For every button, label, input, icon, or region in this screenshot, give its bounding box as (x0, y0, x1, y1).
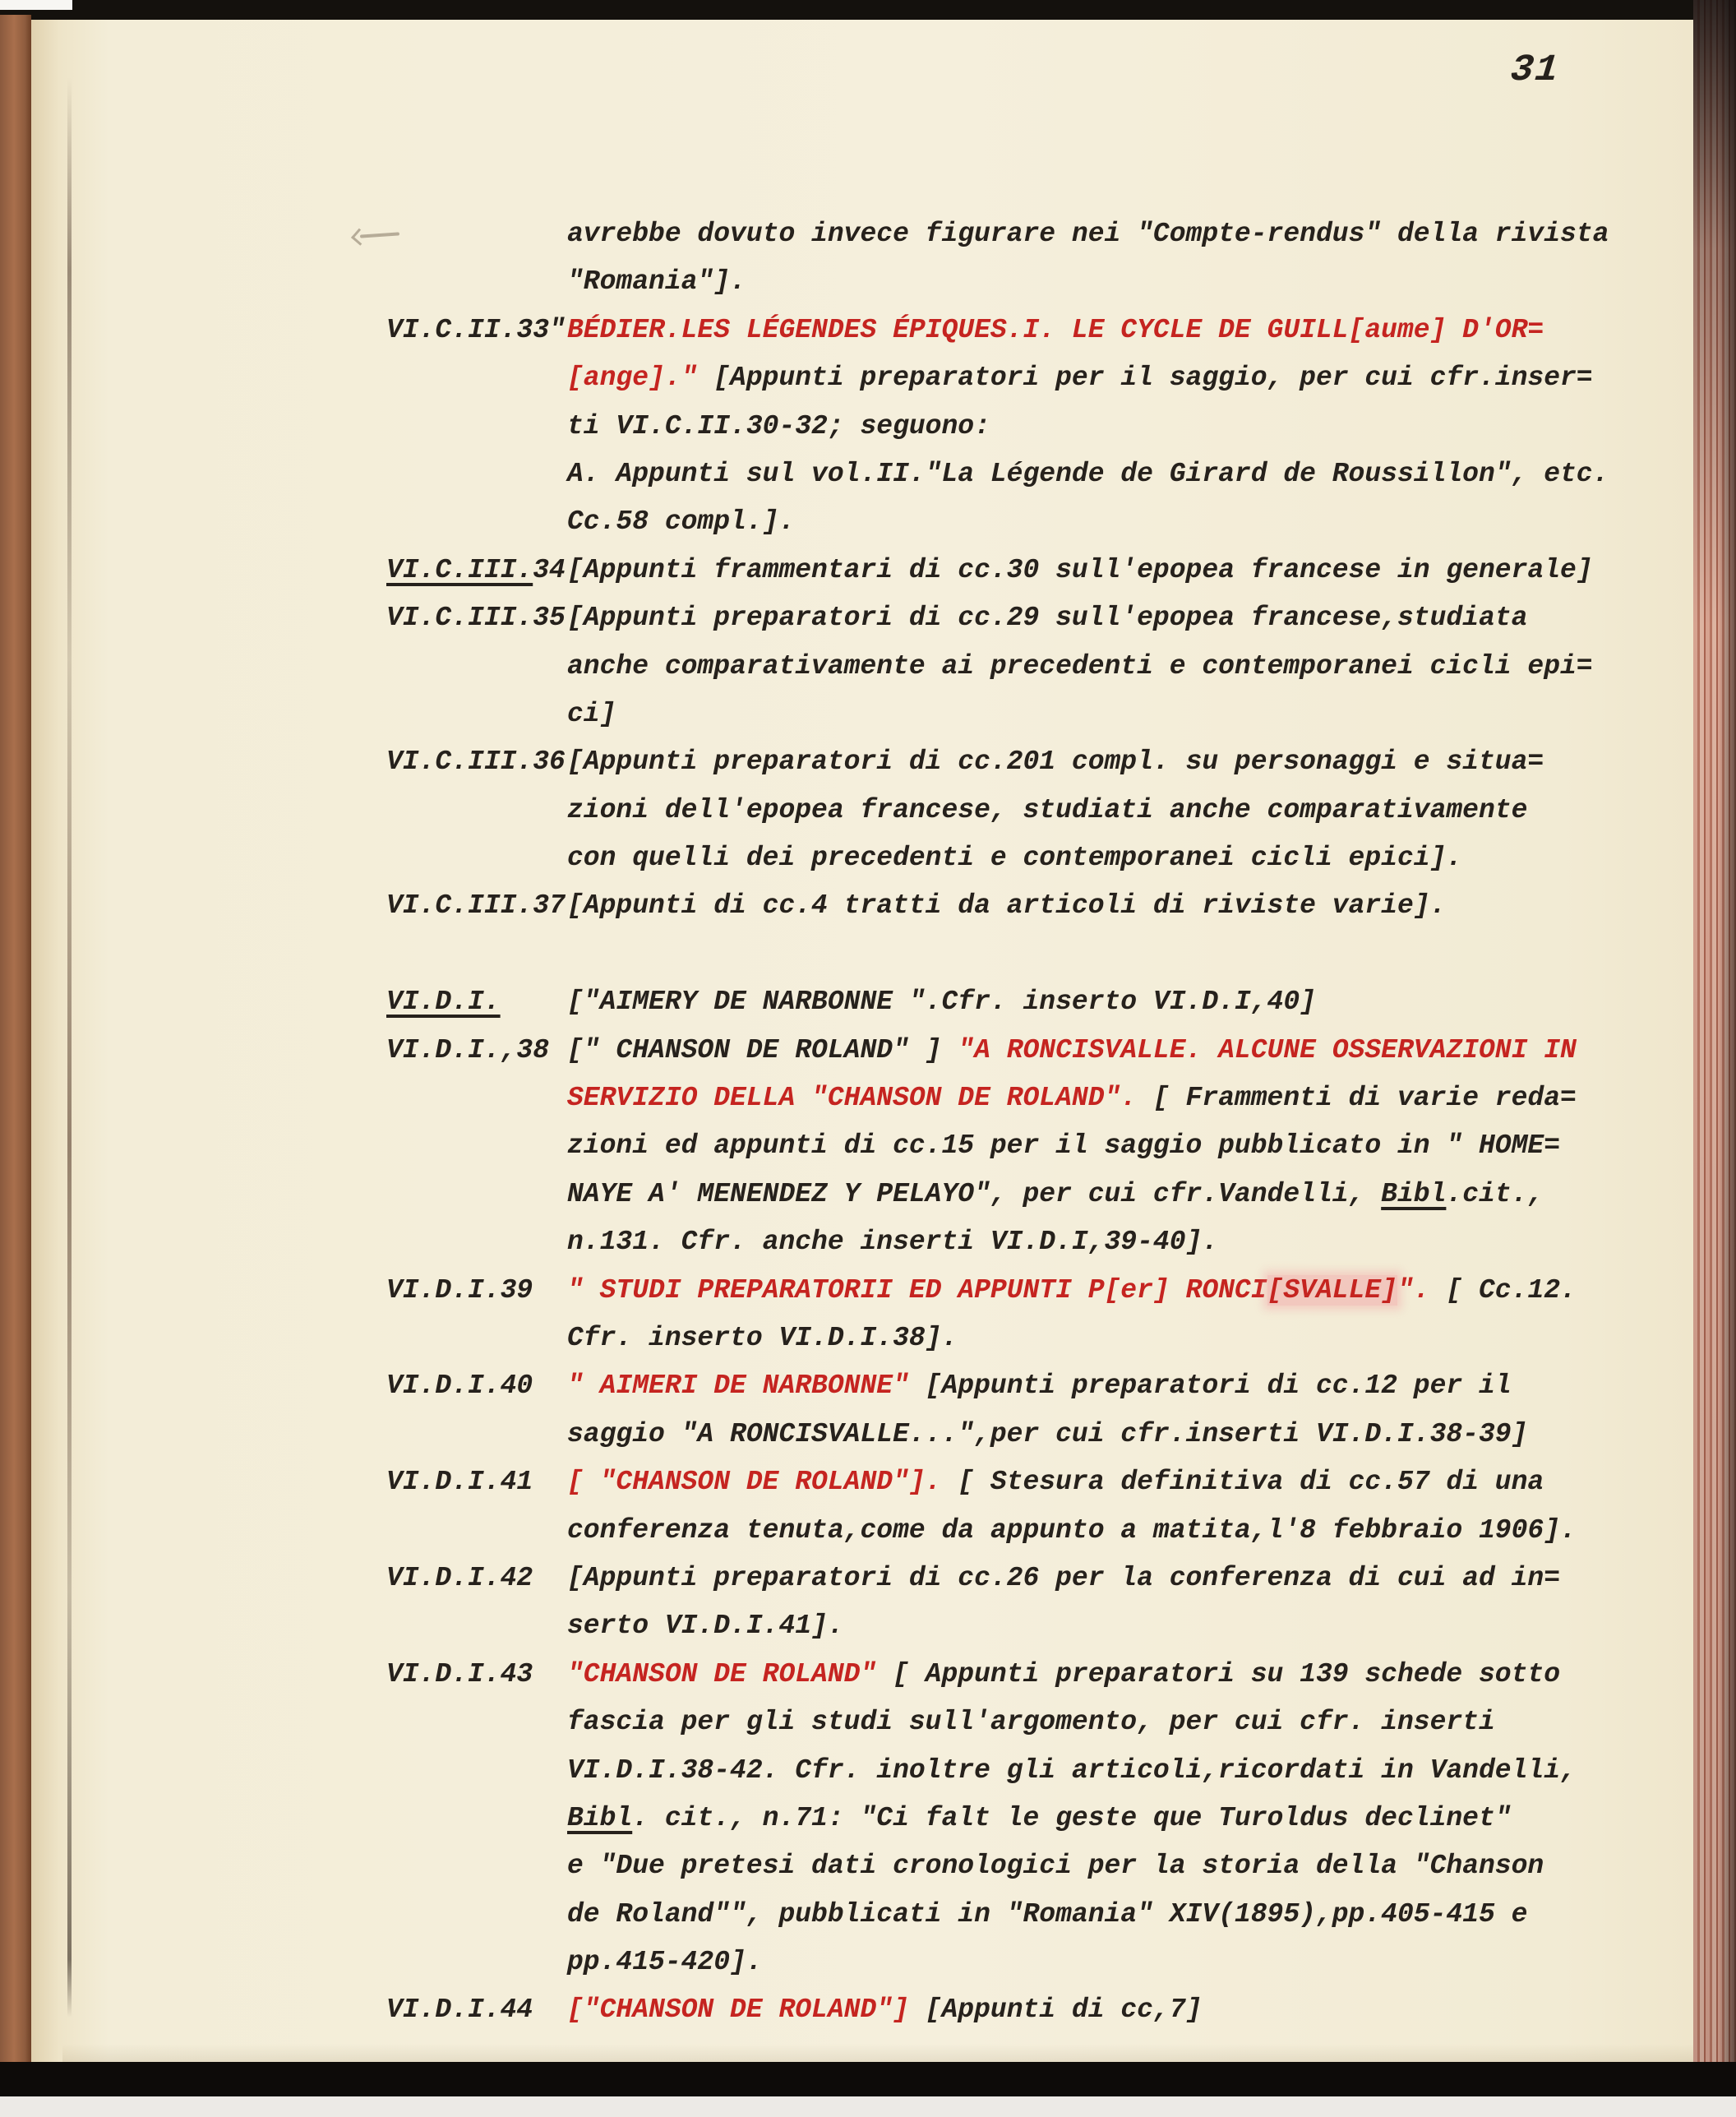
typed-segment: ti VI.C.II.30-32; seguono: (567, 410, 990, 441)
typed-segment: [ Stesura definitiva di cc.57 di una (941, 1467, 1544, 1498)
entry-description (567, 1803, 1512, 1833)
entry-shelfmark (386, 890, 566, 921)
catalog-line (31, 260, 1693, 307)
scan-top-border (0, 0, 1736, 20)
typed-red-segment: [SVALLE] (1267, 1274, 1397, 1306)
entry-description (567, 1083, 1577, 1113)
entry-shelfmark (386, 1275, 533, 1306)
catalog-line (31, 1796, 1693, 1844)
page-stack-shade (1693, 0, 1736, 2080)
typed-segment: . cit., n.71: "Ci falt le geste que Turoldus declinet" (632, 1802, 1512, 1833)
page-number: 31 (1508, 49, 1562, 91)
typed-segment: "Romania"]. (567, 266, 746, 298)
typed-segment: [Appunti preparatori per il saggio, per cui cfr.inser= (697, 363, 1593, 394)
typed-segment: ["AIMERY DE NARBONNE ".Cfr. inserto VI.D.I,40] (567, 987, 1316, 1018)
typed-segment: VI.D.I.44 (386, 1995, 533, 2026)
typed-red-segment: "CHANSON DE ROLAND" (567, 1658, 877, 1689)
entry-description (567, 603, 1527, 633)
typed-red-segment: [ "CHANSON DE ROLAND"]. (567, 1467, 942, 1498)
entry-shelfmark (386, 1035, 549, 1065)
catalog-line (31, 980, 1693, 1028)
entry-description (567, 1179, 1544, 1209)
typed-segment: .cit., (1446, 1178, 1544, 1209)
catalog-line (31, 1172, 1693, 1220)
catalog-line (31, 884, 1693, 931)
typed-segment: VI.C.III. (386, 554, 533, 585)
typed-segment: pp.415-420]. (567, 1947, 763, 1978)
entry-shelfmark (386, 1659, 533, 1689)
catalog-line (31, 1124, 1693, 1172)
catalog-line (31, 836, 1693, 884)
scan-top-corner (0, 0, 72, 10)
typed-segment: VI.C.III.35 (386, 603, 566, 634)
typed-segment: e "Due pretesi dati cronologici per la storia della "Chanson (567, 1851, 1544, 1882)
typed-segment: [Appunti preparatori di cc.12 per il (908, 1371, 1512, 1402)
catalog-line (31, 1604, 1693, 1652)
catalog-line (31, 452, 1693, 500)
entry-shelfmark (386, 315, 566, 345)
typed-red-segment: SERVIZIO DELLA "CHANSON DE ROLAND". (567, 1083, 1138, 1114)
typed-segment: VI.D.I. (386, 987, 501, 1018)
catalog-line (31, 500, 1693, 548)
catalog-line (31, 1412, 1693, 1460)
typed-segment: VI.D.I.39 (386, 1274, 533, 1306)
catalog-line (31, 1220, 1693, 1268)
typed-segment: 34 (533, 554, 566, 585)
entry-description (567, 699, 616, 729)
entry-description (567, 1323, 958, 1353)
catalog-line (31, 1076, 1693, 1124)
entry-description (567, 987, 1316, 1017)
entry-description (567, 795, 1527, 825)
typed-segment: VI.D.I.41 (386, 1467, 533, 1498)
typed-red-segment: "A RONCISVALLE. ALCUNE OSSERVAZIONI IN (958, 1034, 1577, 1065)
entry-description (567, 1563, 1560, 1593)
scan-table-surface (0, 2096, 1736, 2117)
typed-segment: VI.D.I.40 (386, 1371, 533, 1402)
typed-segment: [Appunti di cc.4 tratti da articoli di riviste varie]. (567, 890, 1447, 922)
typed-segment: [Appunti preparatori di cc.201 compl. su personaggi e situa= (567, 746, 1544, 778)
typed-segment: [" CHANSON DE ROLAND" ] (567, 1034, 958, 1065)
typed-segment: VI.C.III.37 (386, 890, 566, 922)
catalog-line (31, 1749, 1693, 1796)
typed-segment: ci] (567, 698, 616, 729)
entry-shelfmark (386, 987, 501, 1017)
entry-description (567, 1755, 1577, 1786)
typed-segment: [Appunti preparatori di cc.29 sull'epopea francese,studiata (567, 603, 1528, 634)
typed-segment: avrebbe dovuto invece figurare nei "Compte-rendus" della rivista (567, 219, 1609, 249)
entry-shelfmark (386, 603, 566, 633)
catalog-line (31, 1988, 1693, 2036)
catalog-line (31, 1893, 1693, 1940)
catalog-line (31, 548, 1693, 596)
entry-shelfmark (386, 1371, 533, 1401)
book-binding-edge (0, 15, 31, 2070)
catalog-line (31, 1028, 1693, 1076)
typed-segment: Bibl (1381, 1178, 1447, 1209)
catalog-line (31, 1556, 1693, 1604)
catalog-line (31, 740, 1693, 788)
typed-segment: A. Appunti sul vol.II."La Légende de Girard de Roussillon", etc. (567, 458, 1609, 489)
typed-segment: de Roland"", pubblicati in "Romania" XIV(1895),pp.405-415 e (567, 1898, 1528, 1930)
entry-description (567, 1707, 1495, 1737)
typed-segment: VI.D.I.38-42. Cfr. inoltre gli articoli,ricordati in Vandelli, (567, 1754, 1577, 1786)
entry-description (567, 1515, 1577, 1546)
entry-description (567, 746, 1544, 777)
entry-shelfmark (386, 1995, 533, 2025)
typed-segment: VI.C.III.36 (386, 746, 566, 778)
entry-description (567, 363, 1593, 393)
typed-segment: NAYE A' MENENDEZ Y PELAYO", per cui cfr.Vandelli, (567, 1178, 1382, 1209)
typed-red-segment: " AIMERI DE NARBONNE" (567, 1371, 909, 1402)
typed-red-segment: ["CHANSON DE ROLAND"] (567, 1995, 909, 2026)
scan-bottom-border (0, 2062, 1736, 2096)
entry-description (567, 266, 746, 297)
entry-description (567, 1275, 1577, 1306)
catalog-line (31, 1509, 1693, 1556)
entry-description (567, 1611, 844, 1641)
typed-segment: zioni dell'epopea francese, studiati anche comparativamente (567, 794, 1528, 825)
catalog-line (31, 1316, 1693, 1364)
typed-segment: zioni ed appunti di cc.15 per il saggio pubblicato in " HOME= (567, 1130, 1560, 1162)
entry-description (567, 1659, 1560, 1689)
entry-shelfmark (386, 1563, 533, 1593)
catalog-line (31, 212, 1693, 260)
entry-description (567, 1035, 1577, 1065)
catalog-line (31, 692, 1693, 740)
typed-segment: serto VI.D.I.41]. (567, 1611, 844, 1642)
typed-segment: conferenza tenuta,come da appunto a matita,l'8 febbraio 1906]. (567, 1514, 1577, 1546)
typed-red-segment: ". (1397, 1274, 1430, 1306)
entry-description (567, 1851, 1544, 1881)
catalog-line (31, 308, 1693, 356)
entry-shelfmark (386, 1467, 533, 1497)
typed-segment: con quelli dei precedenti e contemporanei cicli epici]. (567, 843, 1463, 874)
entry-description (567, 843, 1462, 873)
typed-segment: VI.C.II.33" (386, 314, 566, 345)
catalog-text-block (31, 212, 1693, 2036)
entry-description (567, 411, 990, 441)
catalog-line (31, 1269, 1693, 1316)
entry-description (567, 555, 1593, 585)
typed-segment: Cc.58 compl.]. (567, 506, 796, 538)
entry-description (567, 890, 1446, 921)
entry-description (567, 459, 1609, 489)
typed-segment: Bibl (567, 1802, 633, 1833)
blank-line (31, 932, 1693, 980)
catalog-line (31, 404, 1693, 452)
catalog-line (31, 596, 1693, 644)
catalog-line (31, 788, 1693, 836)
catalog-line (31, 645, 1693, 692)
entry-description (567, 1899, 1527, 1930)
entry-description (567, 1947, 763, 1977)
typed-segment: [Appunti preparatori di cc.26 per la conferenza di cui ad in= (567, 1562, 1560, 1593)
entry-description (567, 1130, 1560, 1161)
entry-description (567, 1995, 1202, 2025)
entry-description (567, 1467, 1544, 1497)
entry-description (567, 219, 1609, 249)
typed-segment: [ Appunti preparatori su 139 schede sotto (876, 1658, 1561, 1689)
entry-description (567, 651, 1593, 682)
catalog-line (31, 1700, 1693, 1748)
typed-segment: VI.D.I.42 (386, 1562, 533, 1593)
typed-red-segment: " STUDI PREPARATORII ED APPUNTI P[er] RONCI (567, 1274, 1267, 1306)
typed-segment: VI.D.I.43 (386, 1658, 533, 1689)
typed-segment: VI.D.I.,38 (386, 1034, 550, 1065)
typed-segment: Cfr. inserto VI.D.I.38]. (567, 1322, 958, 1353)
typed-red-segment: BÉDIER.LES LÉGENDES ÉPIQUES.I. LE CYCLE DE GUILL[aume] D'OR= (567, 314, 1544, 345)
entry-description (567, 1227, 1218, 1257)
typed-segment: saggio "A RONCISVALLE...",per cui cfr.inserti VI.D.I.38-39] (567, 1418, 1528, 1449)
typed-segment: [Appunti frammentari di cc.30 sull'epopea francese in generale] (567, 554, 1593, 585)
typed-segment: anche comparativamente ai precedenti e contemporanei cicli epi= (567, 650, 1593, 682)
typed-segment: [ Frammenti di varie reda= (1137, 1083, 1577, 1114)
typed-segment: n.131. Cfr. anche inserti VI.D.I,39-40]. (567, 1227, 1219, 1258)
typed-segment: [Appunti di cc,7] (908, 1995, 1203, 2026)
catalog-line (31, 1844, 1693, 1892)
catalog-line (31, 1652, 1693, 1700)
typed-segment: fascia per gli studi sull'argomento, per cui cfr. inserti (567, 1707, 1495, 1738)
entry-shelfmark (386, 555, 566, 585)
catalog-line (31, 1364, 1693, 1412)
catalog-line (31, 356, 1693, 404)
entry-shelfmark (386, 746, 566, 777)
page (31, 20, 1693, 2062)
typed-red-segment: [ange]." (567, 363, 698, 394)
catalog-line (31, 1460, 1693, 1508)
entry-description (567, 1419, 1527, 1449)
typed-segment: [ Cc.12. (1429, 1274, 1577, 1306)
entry-description (567, 506, 795, 537)
catalog-line (31, 1940, 1693, 1988)
entry-description (567, 1371, 1512, 1401)
entry-description (567, 315, 1544, 345)
